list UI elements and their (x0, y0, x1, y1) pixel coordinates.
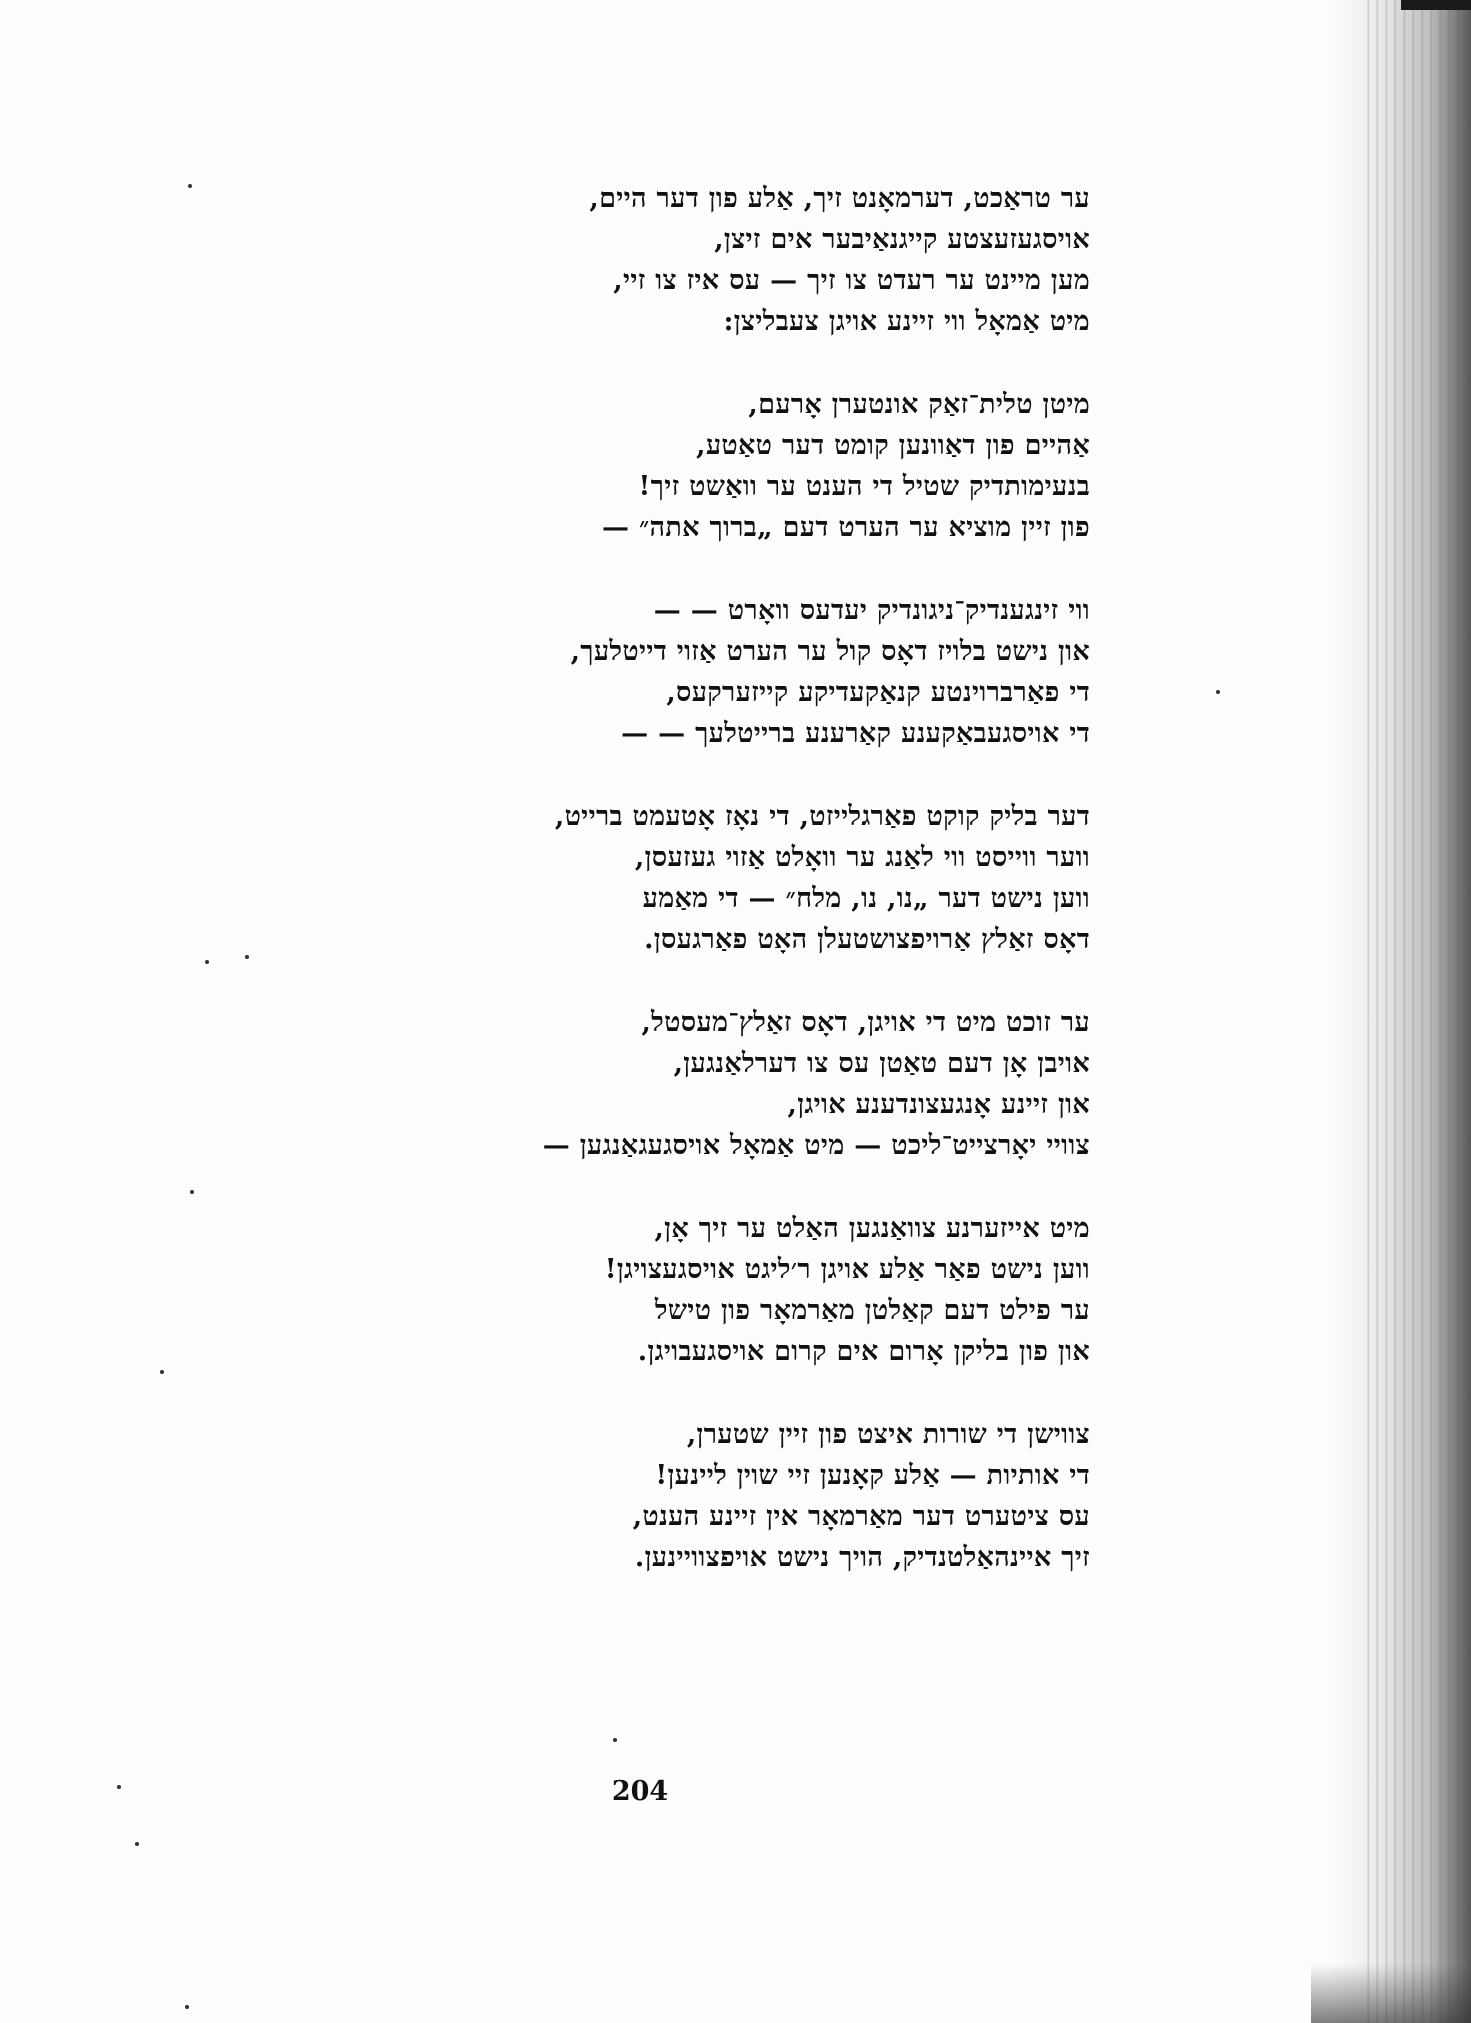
page-corner-shadow (1311, 1963, 1471, 2023)
print-speck (135, 1842, 139, 1846)
poem-line: זיך איינהאַלטנדיק, הויך נישט אויפצוויינען. (634, 1542, 1090, 1573)
stanza-6 (380, 1208, 1090, 1372)
print-speck (185, 2005, 189, 2009)
print-speck (205, 960, 209, 964)
poem-line: ווער ווייסט ווי לאַנג ער וואָלט אַזוי געזעסן, (634, 842, 1090, 873)
stanza-4 (380, 796, 1090, 960)
poem-line: ער פילט דעם קאַלטן מאַרמאָר פון טישל (654, 1295, 1090, 1326)
poem-line: ווי זינגענדיק־ניגונדיק יעדעס וואָרט — — (653, 595, 1090, 626)
poem-line: מיטן טלית־זאַק אונטערן אָרעם, (748, 389, 1090, 420)
poem-line: מיט אַמאָל ווי זיינע אויגן צעבליצן: (723, 306, 1090, 337)
poem-line: מיט אייזערנע צוואַנגען האַלט ער זיך אָן, (654, 1213, 1090, 1244)
print-speck (613, 1738, 617, 1742)
page-edge-lines (1361, 0, 1461, 2023)
poem-line: אויסגעזעצטע קייגנאַיבער אים זיצן, (714, 224, 1090, 255)
poem-line: פון זיין מוציא ער הערט דעם „ברוך אתה״ — (601, 512, 1090, 543)
stanza-5 (380, 1002, 1090, 1166)
poem-line: מען מיינט ער רעדט צו זיך — עס איז צו זיי, (613, 265, 1090, 296)
print-speck (245, 955, 249, 959)
poem-line: ער טראַכט, דערמאָנט זיך, אַלע פון דער היים, (589, 183, 1090, 214)
poem-text (380, 178, 1090, 1620)
poem-line: און נישט בלויז דאָס קול ער הערט אַזוי דייטלעך, (570, 636, 1090, 667)
poem-line: עס ציטערט דער מאַרמאָר אין זיינע הענט, (632, 1501, 1090, 1532)
page-number: 204 (611, 1776, 669, 1807)
stanza-3 (380, 590, 1090, 754)
poem-line: בנעימותדיק שטיל די הענט ער וואַשט זיך! (638, 471, 1090, 502)
poem-line: די אויסגעבאַקענע קאַרענע ברייטלעך — — (621, 718, 1090, 749)
poem-line: די פאַרברוינטע קנאַקעדיקע קייזערקעס, (666, 677, 1090, 708)
poem-line: אַהיים פון דאַוונען קומט דער טאַטע, (696, 430, 1090, 461)
poem-line: אויבן אָן דעם טאַטן עס צו דערלאַנגען, (673, 1048, 1090, 1079)
poem-line: ער זוכט מיט די אויגן, דאָס זאַלץ־מעסטל, (641, 1007, 1090, 1038)
poem-line: דער בליק קוקט פאַרגלייזט, די נאָז אָטעמט ברייט, (554, 801, 1090, 832)
print-speck (117, 1785, 121, 1789)
poem-line: ווען נישט דער „נו, נו, מלח״ — די מאַמע (642, 883, 1090, 914)
poem-line: און פון בליקן אָרום אים קרום אויסגעבויגן. (637, 1336, 1090, 1367)
poem-line: צווישן די שורות איצט פון זיין שטערן, (686, 1419, 1090, 1450)
print-speck (190, 1190, 194, 1194)
print-speck (160, 1370, 164, 1374)
poem-line: ווען נישט פאַר אַלע אויגן ר׳ליגט אויסגעצויגן! (604, 1254, 1090, 1285)
poem-line: און זיינע אָנגעצונדענע אויגן, (787, 1089, 1090, 1120)
page-corner-mark (1401, 0, 1471, 10)
print-speck (188, 184, 192, 188)
stanza-1 (380, 178, 1090, 342)
print-speck (1216, 690, 1220, 694)
stanza-7 (380, 1414, 1090, 1578)
poem-line: די אותיות — אַלע קאָנען זיי שוין ליינען! (655, 1460, 1090, 1491)
poem-line: דאָס זאַלץ אַרויפצושטעלן האָט פאַרגעסן. (644, 924, 1090, 955)
stanza-2 (380, 384, 1090, 548)
poem-line: צוויי יאָרצייט־ליכט — מיט אַמאָל אויסגעגאַנגען — (542, 1130, 1090, 1161)
